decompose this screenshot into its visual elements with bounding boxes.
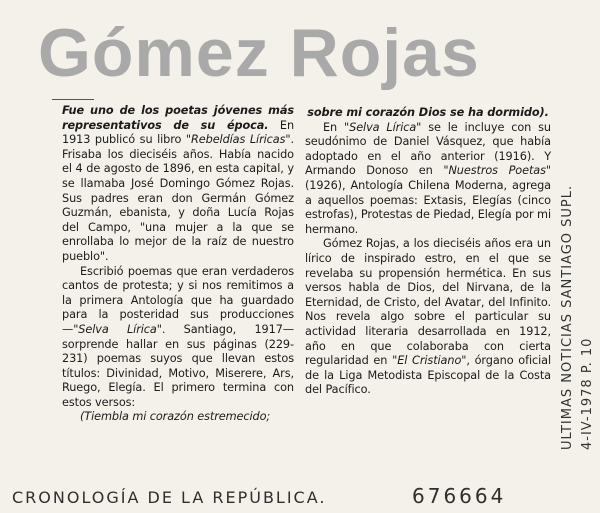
- book-title-nuestros-poetas: "Nuestros Poetas": [443, 164, 552, 178]
- book-title-selva: "Selva Lírica": [73, 322, 162, 336]
- paragraph-anthology: [305, 121, 551, 238]
- poems-text: Escribió poemas que eran verdaderos cantos de protesta; y si nos remitimos a la primera Antología que ha guardado para la posteridad sus producciones —: [62, 264, 294, 336]
- margin-handwritten-notes: [556, 120, 600, 460]
- margin-note-source: ULTIMAS NOTICIAS SANTIAGO SUPL.: [560, 184, 575, 450]
- headline-divider: [52, 99, 94, 100]
- article-headline: Gómez Rojas: [38, 15, 480, 91]
- hermetic-text-b: , órgano oficial de la Liga Metodista Episcopal de la Costa del Pacífico.: [305, 354, 552, 397]
- verse-line-2: [305, 106, 551, 121]
- verse-text-1: (Tiembla mi corazón estremecido;: [80, 410, 271, 424]
- anthology-text-a: En: [323, 120, 345, 134]
- anthology-text-b: se le incluye con su seudónimo de Daniel Vásquez, que había adoptado en el año anterior (1916). Y Armando Donoso en: [305, 120, 551, 178]
- intro-text: En 1913 publicó su libro: [62, 118, 294, 147]
- poems-text-tail: . Santiago, 1917— sorprende hallar en sus páginas (229-231) poemas suyos que llevan estos títulos: Divinidad, Motivo, Miserere, Ars, Ruego, Elegía. El primero termina con estos versos:: [62, 322, 294, 409]
- footer-handwritten-note: CRONOLOGÍA DE LA REPÚBLICA.: [12, 488, 327, 507]
- right-column: [305, 106, 551, 398]
- verse-line-1: [62, 410, 294, 425]
- paragraph-poems: [62, 265, 294, 411]
- book-title-selva-2: "Selva Lírica": [344, 120, 422, 134]
- book-title-rebeldias: "Rebeldías Líricas": [185, 133, 291, 147]
- hermetic-text-a: Gómez Rojas, a los dieciséis años era un lírico de inspirado estro, en el que se revelaba su propensión hermética. En sus versos habla de Dios, del Nirvana, de la Eternidad, de Cristo, del Avatar, del Infinito. Nos revela algo sobre el particular su actividad literaria desarrollada en 1912, año en que colaboraba con cierta regularidad en: [305, 237, 551, 368]
- intro-lead: Fue uno de los poetas jóvenes más representativos de su época.: [62, 104, 294, 132]
- publication-el-cristiano: "El Cristiano": [392, 354, 467, 368]
- intro-text-tail: . Frisaba los dieciséis años. Había nacido el 4 de agosto de 1896, en esta capital, y se llamaba José Domingo Gómez Rojas. Sus padres eran don Germán Gómez Guzmán, ebanista, y doña Lucía Rojas del Campo, "una mujer a la que se enrollaba lo mejor de la raíz de nuestro pueblo".: [62, 133, 294, 263]
- catalog-number: 676664: [412, 484, 507, 508]
- anthology-text-c: (1926), Antología Chilena Moderna, agrega a aquellos poemas: Extasis, Elegías (cinco estrofas), Protestas de Piedad, Elegía por mi hermano.: [305, 178, 551, 236]
- verse-text-2: sobre mi corazón Dios se ha dormido).: [307, 106, 549, 119]
- paragraph-hermetic: [305, 237, 551, 398]
- paragraph-intro: [62, 104, 294, 265]
- left-column: [62, 104, 294, 425]
- margin-note-date: 4-IV-1978 P. 10: [580, 337, 595, 450]
